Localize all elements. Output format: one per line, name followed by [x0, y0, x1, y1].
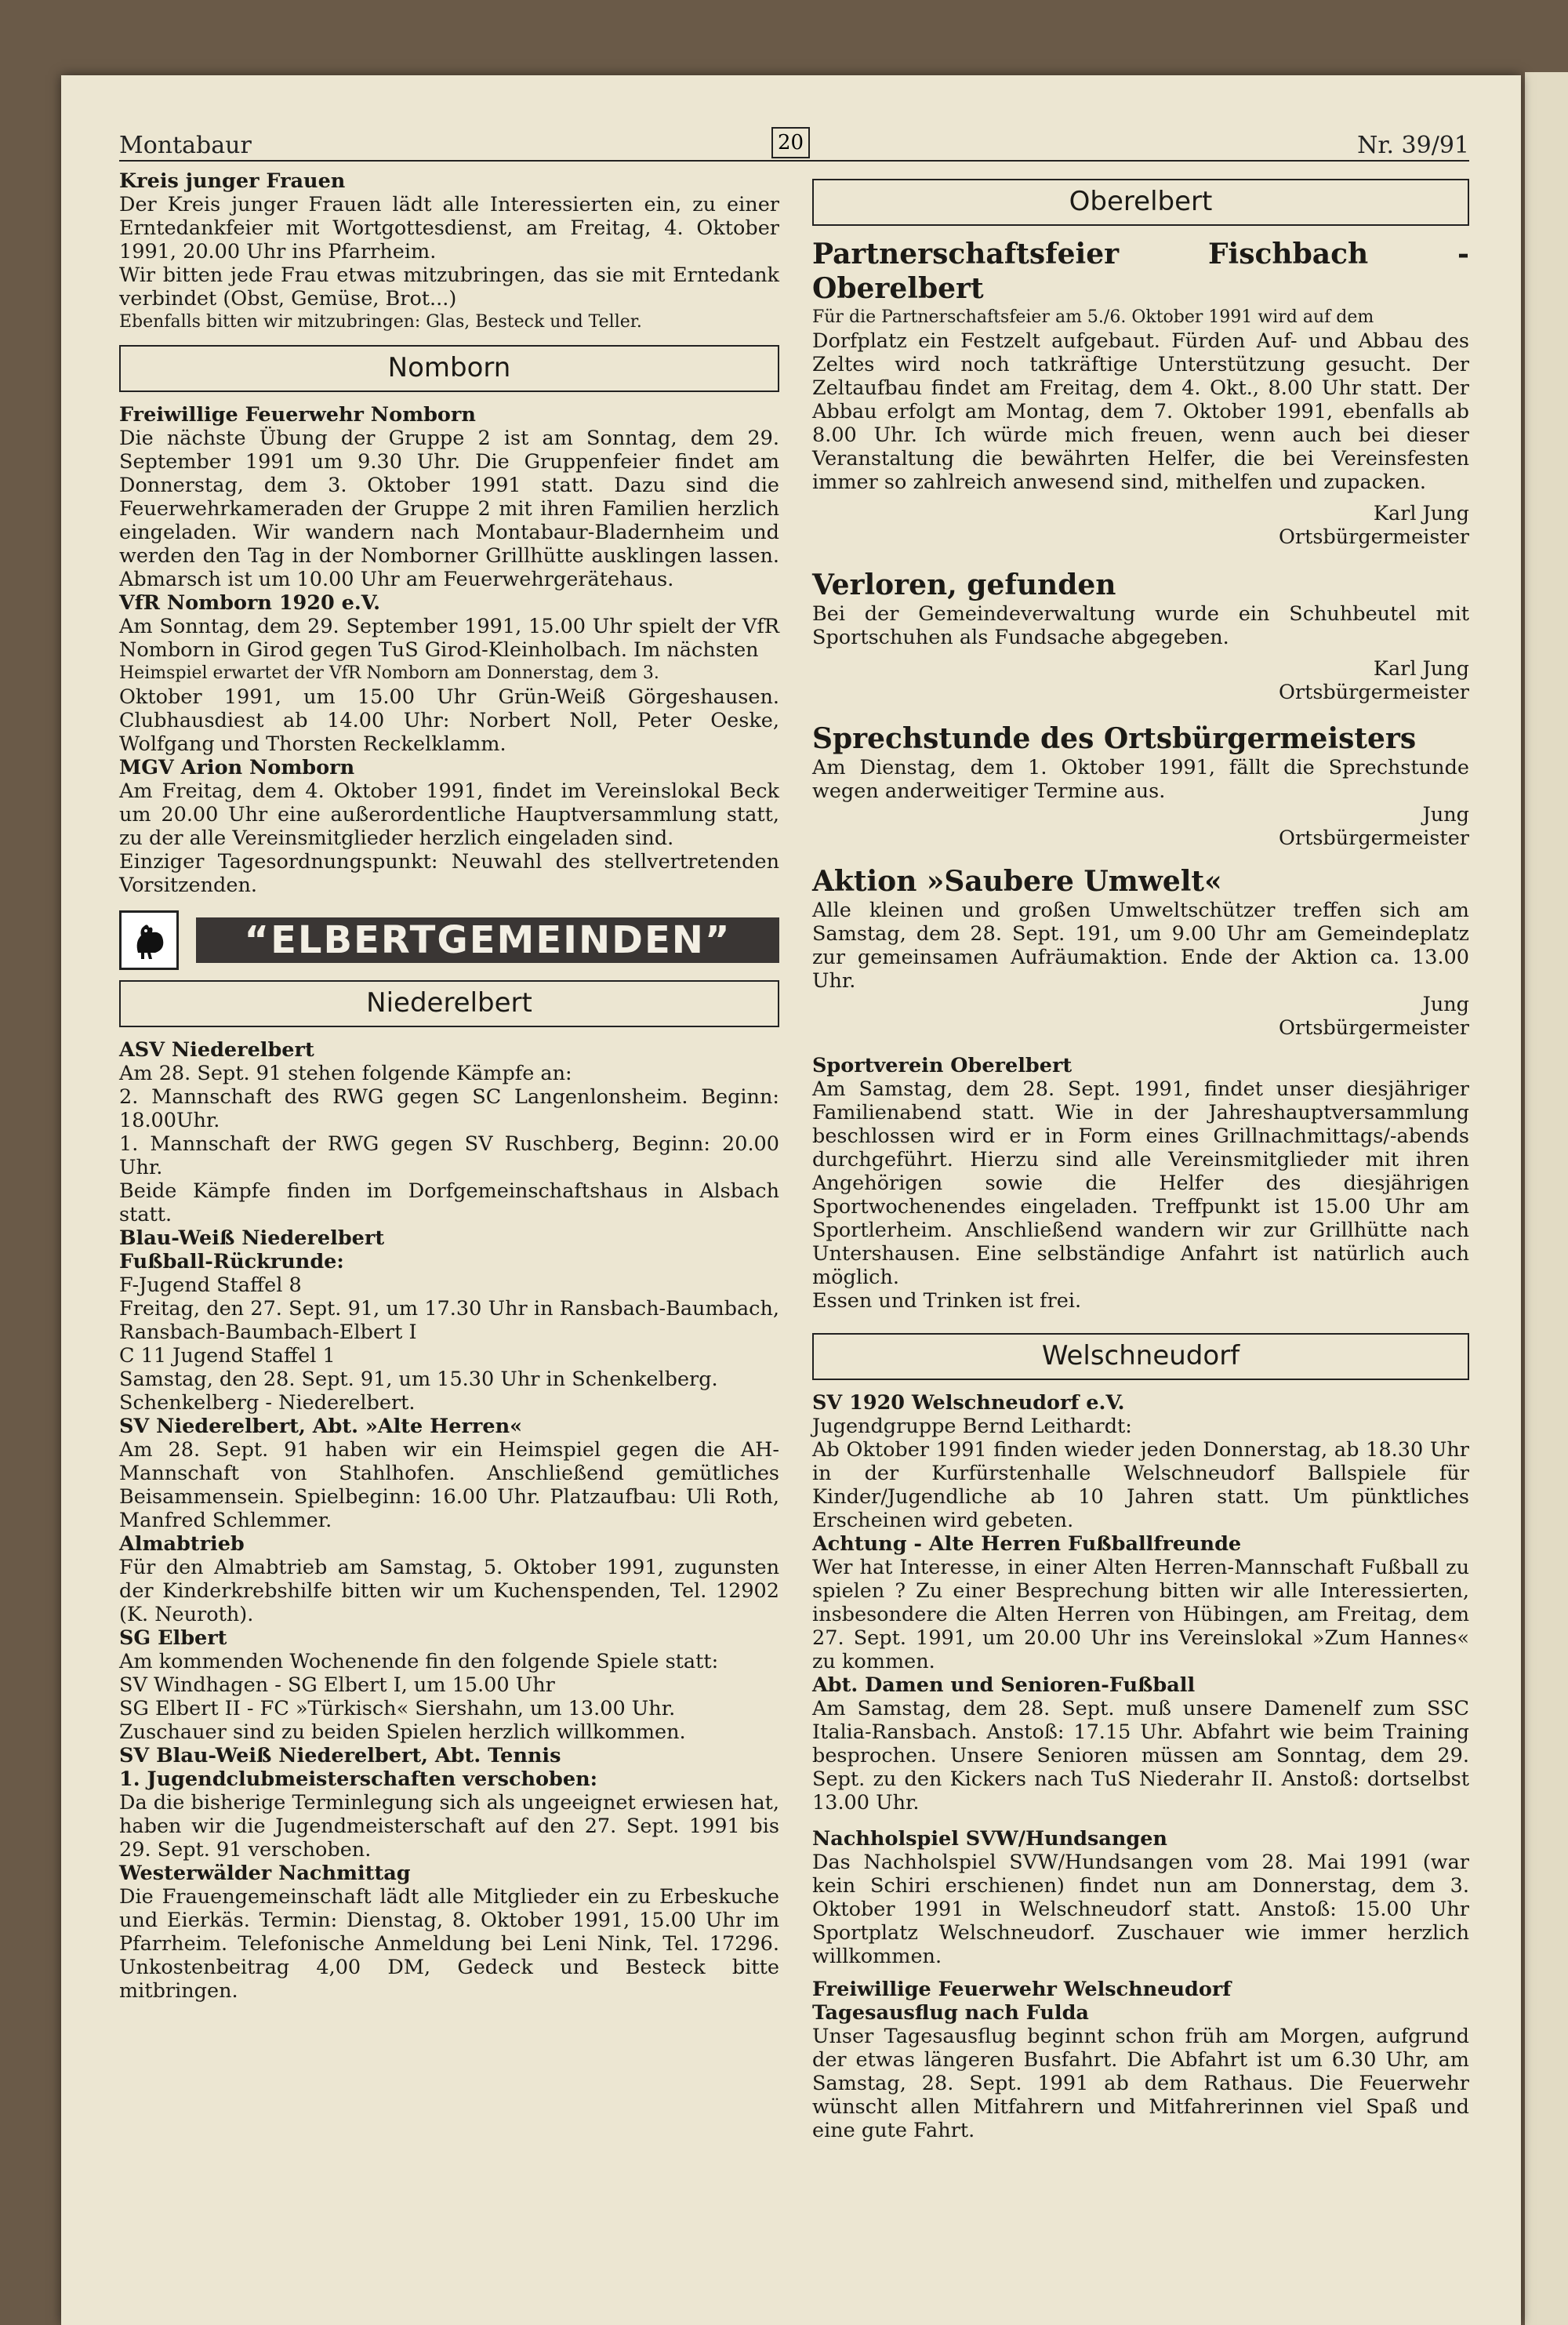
alte-herren-fussball-subtitle: Achtung - Alte Herren Fußballfreunde	[812, 1532, 1242, 1556]
sportverein-title: Sportverein Oberelbert	[812, 1054, 1073, 1077]
bw-line-2: Freitag, den 27. Sept. 91, um 17.30 Uhr in Ransbach-Baumbach, Ransbach-Baumbach-Elbert I	[119, 1297, 779, 1344]
bw-line-1: F-Jugend Staffel 8	[119, 1273, 302, 1297]
ff-welschneudorf-subtitle: Tagesausflug nach Fulda	[812, 2001, 1089, 2025]
header-town: Montabaur	[119, 132, 252, 159]
elbertgemeinden-banner	[119, 911, 779, 969]
rooster-logo-icon	[119, 910, 179, 970]
vfr-text-2: Heimspiel erwartet der VfR Nomborn am Donnerstag, dem 3.	[119, 663, 659, 683]
asv-title: ASV Niederelbert	[119, 1038, 314, 1062]
partnerschaft-text-2: Dorfplatz ein Festzelt aufgebaut. Fürden Auf- und Abbau des Zeltes wird noch tatkräftige Unterstützung gesucht. Der Zeltaufbau findet am Freitag, dem 4. Okt., 8.00 Uhr statt. Der Abbau erfolgt am Montag, dem 7. Oktober 1991, ebenfalls ab 8.00 Uhr. Ich würde mich freuen, wenn auch bei dieser Veranstaltung die bewährten Helfer, die bei Vereinsfesten immer so zahlreich anwesend sind, mithelfen und zupacken.	[812, 329, 1469, 494]
left-column	[119, 169, 779, 2003]
ff-welschneudorf-title: Freiwillige Feuerwehr Welschneudorf	[812, 1978, 1232, 2001]
bw-subtitle: Fußball-Rückrunde:	[119, 1250, 344, 1273]
bw-line-4: Samstag, den 28. Sept. 91, um 15.30 Uhr in Schenkelberg.	[119, 1368, 718, 1391]
bw-line-5: Schenkelberg - Niederelbert.	[119, 1391, 416, 1415]
section-box-oberelbert: Oberelbert	[812, 179, 1469, 226]
ff-nomborn-text: Die nächste Übung der Gruppe 2 ist am Sonntag, dem 29. September 1991 um 9.30 Uhr. Die Gruppenfeier findet am Donnerstag, dem 3. Oktober 1991 statt. Dazu sind die Feuerwehrkameraden der Gruppe 2 mit ihren Familien herzlich eingeladen. Wir wandern nach Montabaur-Bladernheim und werden den Tag in der Nomborner Grillhütte ausklingen lassen. Abmarsch ist um 10.00 Uhr am Feuerwehrgerätehaus.	[119, 427, 779, 591]
asv-text-3: 1. Mannschaft der RWG gegen SV Ruschberg, Beginn: 20.00 Uhr.	[119, 1132, 779, 1179]
sprechstunde-text: Am Dienstag, dem 1. Oktober 1991, fällt die Sprechstunde wegen anderweitiger Termine aus.	[812, 756, 1469, 803]
westerwald-text: Die Frauengemeinschaft lädt alle Mitglieder ein zu Erbeskuche und Eierkäs. Termin: Dienstag, 8. Oktober 1991, 15.00 Uhr im Pfarrheim. Telefonische Anmeldung bei Leni Nink, Tel. 17296. Unkostenbeitrag 4,00 DM, Gedeck und Besteck bitte mitbringen.	[119, 1885, 779, 2003]
sv-text-2: Ab Oktober 1991 finden wieder jeden Donnerstag, ab 18.30 Uhr in der Kurfürstenhalle Welschneudorf Ballspiele für Kinder/Jugendliche ab 10 Jahren statt. Um pünktliches Erscheinen wird gebeten.	[812, 1438, 1469, 1532]
kreis-text-1: Der Kreis junger Frauen lädt alle Interessierten ein, zu einer Erntedankfeier mit Wortgottesdienst, am Freitag, 4. Oktober 1991, 20.00 Uhr ins Pfarrheim.	[119, 193, 779, 263]
vfr-title: VfR Nomborn 1920 e.V.	[119, 591, 380, 615]
sprechstunde-title: Sprechstunde des Ortsbürgermeisters	[812, 722, 1417, 755]
mgv-text-1: Am Freitag, dem 4. Oktober 1991, findet im Vereinslokal Beck um 20.00 Uhr eine außerordentliche Hauptversammlung statt, zu der alle Vereinsmitglieder herzlich eingeladen sind.	[119, 779, 779, 850]
signature-2-name: Karl Jung	[1373, 657, 1469, 681]
kreis-title: Kreis junger Frauen	[119, 169, 346, 193]
asv-text-4: Beide Kämpfe finden im Dorfgemeinschaftshaus in Alsbach statt.	[119, 1179, 779, 1226]
ff-welschneudorf-text: Unser Tagesausflug beginnt schon früh am Morgen, aufgrund der etwas längeren Busfahrt. Die Abfahrt ist um 6.30 Uhr, am Samstag, 28. Sept. 1991 ab dem Rathaus. Die Feuerwehr wünscht allen Mitfahrern und Mitfahrerinnen viel Spaß und eine gute Fahrt.	[812, 2025, 1469, 2142]
aktion-text: Alle kleinen und großen Umweltschützer treffen sich am Samstag, dem 28. Sept. 191, um 9.00 Uhr am Gemeindeplatz zur gemeinsamen Aufräumaktion. Ende der Aktion ca. 13.00 Uhr.	[812, 899, 1469, 993]
sv-welschneudorf-title: SV 1920 Welschneudorf e.V.	[812, 1391, 1125, 1415]
damen-senioren-text: Am Samstag, dem 28. Sept. muß unsere Damenelf zum SSC Italia-Ransbach. Anstoß: 17.15 Uhr. Abfahrt wie beim Training besprochen. Unsere Senioren müssen am Sonntag, dem 29. Sept. zu den Kickers nach TuS Niederahr II. Anstoß: dortselbst 13.00 Uhr.	[812, 1697, 1469, 1815]
issue-number: Nr. 39/91	[1357, 132, 1469, 159]
section-box-niederelbert: Niederelbert	[119, 980, 779, 1027]
mgv-title: MGV Arion Nomborn	[119, 756, 355, 779]
tennis-text: Da die bisherige Terminlegung sich als ungeeignet erwiesen hat, haben wir die Jugendmeisterschaft auf den 27. Sept. 1991 bis 29. Sept. 91 verschoben.	[119, 1791, 779, 1862]
sportverein-text-1: Am Samstag, dem 28. Sept. 1991, findet unser diesjähriger Familienabend statt. Wie in der Jahreshauptversammlung beschlossen wird er in Form eines Grillnachmittags/-abends durchgeführt. Hierzu sind alle Vereinsmitglieder mit ihren Angehörigen sowie die Helfer des diesjährigen Sportwochenendes eingeladen. Treffpunkt ist 15.00 Uhr am Sportlerheim. Anschließend wandern wir zur Grillhütte nach Untershausen. Eine selbständige Anfahrt ist natürlich auch möglich.	[812, 1077, 1469, 1289]
vfr-text-1: Am Sonntag, dem 29. September 1991, 15.00 Uhr spielt der VfR Nomborn in Girod gegen TuS Girod-Kleinholbach. Im nächsten	[119, 615, 779, 662]
signature-1-role: Ortsbürgermeister	[1278, 525, 1469, 549]
adjacent-page-edge	[1525, 72, 1568, 2325]
banner-text: “ELBERTGEMEINDEN”	[196, 917, 779, 963]
westerwald-title: Westerwälder Nachmittag	[119, 1862, 411, 1885]
kreis-text-2: Wir bitten jede Frau etwas mitzubringen, das sie mit Erntedank verbindet (Obst, Gemüse, Brot...)	[119, 263, 779, 311]
bw-title: Blau-Weiß Niederelbert	[119, 1226, 385, 1250]
partnerschaft-title: Partnerschaftsfeier Fischbach - Oberelbert	[812, 238, 1469, 305]
sg-elbert-title: SG Elbert	[119, 1626, 227, 1650]
mgv-text-2: Einziger Tagesordnungspunkt: Neuwahl des stellvertretenden Vorsitzenden.	[119, 850, 779, 897]
asv-text-1: Am 28. Sept. 91 stehen folgende Kämpfe an:	[119, 1062, 572, 1085]
nachholspiel-text: Das Nachholspiel SVW/Hundsangen vom 28. Mai 1991 (war kein Schiri erschienen) findet nun am Donnerstag, dem 3. Oktober 1991 in Welschneudorf statt. Anstoß: 15.00 Uhr Sportplatz Welschneudorf. Zuschauer wie immer herzlich willkommen.	[812, 1851, 1469, 1968]
sg-line-3: SG Elbert II - FC »Türkisch« Siershahn, um 13.00 Uhr.	[119, 1697, 676, 1720]
section-box-nomborn: Nomborn	[119, 345, 779, 392]
almabtrieb-text: Für den Almabtrieb am Samstag, 5. Oktober 1991, zugunsten der Kinderkrebshilfe bitten wir um Kuchenspenden, Tel. 12902 (K. Neuroth).	[119, 1556, 779, 1626]
alte-herren-text: Am 28. Sept. 91 haben wir ein Heimspiel gegen die AH-Mannschaft von Stahlhofen. Anschließend gemütliches Beisammensein. Spielbeginn: 16.00 Uhr. Platzaufbau: Uli Roth, Manfred Schlemmer.	[119, 1438, 779, 1532]
almabtrieb-title: Almabtrieb	[119, 1532, 245, 1556]
verloren-text: Bei der Gemeindeverwaltung wurde ein Schuhbeutel mit Sportschuhen als Fundsache abgegeben.	[812, 602, 1469, 649]
damen-senioren-subtitle: Abt. Damen und Senioren-Fußball	[812, 1673, 1196, 1697]
page-header	[119, 125, 1469, 162]
sg-line-1: Am kommenden Wochenende fin den folgende Spiele statt:	[119, 1650, 719, 1673]
alte-herren-title: SV Niederelbert, Abt. »Alte Herren«	[119, 1415, 523, 1438]
vfr-text-3: Oktober 1991, um 15.00 Uhr Grün-Weiß Görgeshausen. Clubhausdiest ab 14.00 Uhr: Norbert Noll, Peter Oeske, Wolfgang und Thorsten Reckelklamm.	[119, 685, 779, 756]
bw-line-3: C 11 Jugend Staffel 1	[119, 1344, 336, 1368]
partnerschaft-text-1: Für die Partnerschaftsfeier am 5./6. Oktober 1991 wird auf dem	[812, 307, 1374, 327]
asv-text-2: 2. Mannschaft des RWG gegen SC Langenlonsheim. Beginn: 18.00Uhr.	[119, 1085, 779, 1132]
aktion-title: Aktion »Saubere Umwelt«	[812, 865, 1222, 898]
nachholspiel-title: Nachholspiel SVW/Hundsangen	[812, 1827, 1167, 1851]
verloren-title: Verloren, gefunden	[812, 569, 1116, 601]
signature-2-role: Ortsbürgermeister	[1278, 681, 1469, 704]
tennis-subtitle: 1. Jugendclubmeisterschaften verschoben:	[119, 1767, 598, 1791]
ff-nomborn-title: Freiwillige Feuerwehr Nomborn	[119, 403, 476, 427]
alte-herren-fussball-text: Wer hat Interesse, in einer Alten Herren-Mannschaft Fußball zu spielen ? Zu einer Besprechung bitten wir alle Interessierten, insbesondere die Alten Herren von Hübingen, am Freitag, dem 27. Sept. 1991, um 20.00 Uhr ins Vereinslokal »Zum Hannes« zu kommen.	[812, 1556, 1469, 1673]
kreis-text-3: Ebenfalls bitten wir mitzubringen: Glas, Besteck und Teller.	[119, 312, 642, 332]
signature-4-name: Jung	[1422, 993, 1469, 1016]
signature-1-name: Karl Jung	[1373, 502, 1469, 525]
sg-line-4: Zuschauer sind zu beiden Spielen herzlich willkommen.	[119, 1720, 686, 1744]
sg-line-2: SV Windhagen - SG Elbert I, um 15.00 Uhr	[119, 1673, 555, 1697]
right-column	[812, 169, 1469, 2142]
sv-text-1: Jugendgruppe Bernd Leithardt:	[812, 1415, 1132, 1438]
sportverein-text-2: Essen und Trinken ist frei.	[812, 1289, 1082, 1313]
page-number: 20	[771, 127, 810, 158]
tennis-title: SV Blau-Weiß Niederelbert, Abt. Tennis	[119, 1744, 561, 1767]
signature-3-name: Jung	[1422, 803, 1469, 826]
signature-4-role: Ortsbürgermeister	[1278, 1016, 1469, 1040]
signature-3-role: Ortsbürgermeister	[1278, 826, 1469, 850]
section-box-welschneudorf: Welschneudorf	[812, 1333, 1469, 1380]
